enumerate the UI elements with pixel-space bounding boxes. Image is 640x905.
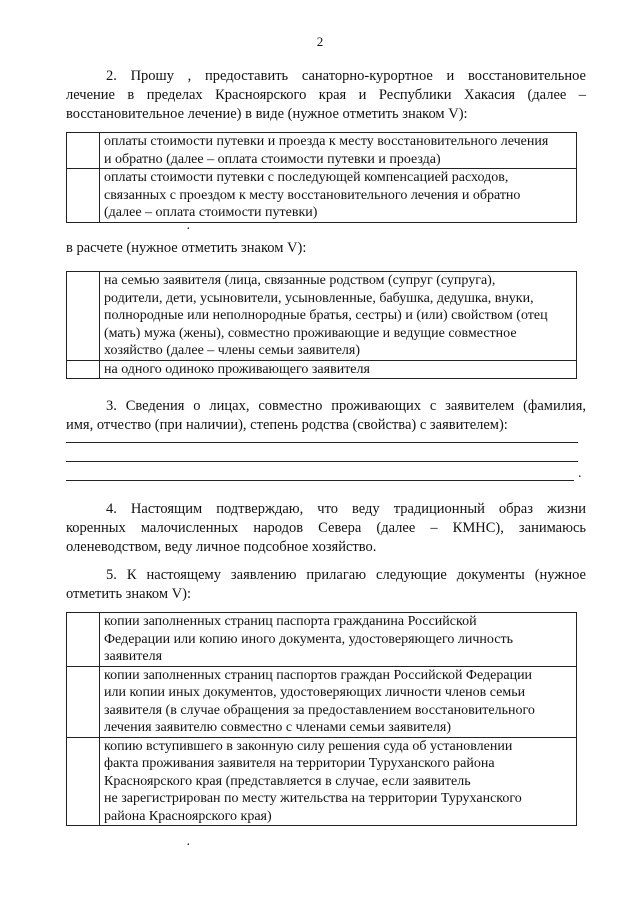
section-5-line: 5. К настоящему заявлению прилагаю следующие документы (нужное [106,567,586,583]
calc-label: в расчете (нужное отметить знаком V): [66,240,307,256]
option-checkbox[interactable] [67,613,100,667]
option-line: Федерации или копию иного документа, удостоверяющего личность [104,631,513,647]
option-line: оплаты стоимости путевки и проезда к месту восстановительного лечения [104,134,549,149]
section-2-paragraph [66,67,586,124]
fill-in-line[interactable] [66,480,574,481]
section-2-line: восстановительное лечение) в виде (нужное отметить знаком V): [66,106,468,122]
stray-mark: · [186,838,191,853]
option-row [67,666,577,737]
option-line: оплаты стоимости путевки с последующей компенсацией расходов, [104,170,509,185]
option-row [67,272,577,361]
section-4-line: 4. Настоящим подтверждаю, что веду традиционный образ жизни [106,501,586,517]
option-line: копии заполненных страниц паспортов граждан Российской Федерации [104,667,533,683]
option-row [67,169,577,223]
option-text [100,737,577,826]
section-4-paragraph [66,500,586,557]
line-end-mark: . [578,466,582,481]
section-3-line: имя, отчество (при наличии), степень родства (свойства) с заявителем): [66,417,508,433]
option-line: копии заполненных страниц паспорта гражданина Российской [104,614,477,629]
option-line: связанных с проездом к месту восстановительного лечения и обратно [104,187,521,203]
documents-options [66,612,577,826]
option-line: на одного одиноко проживающего заявителя [104,361,370,377]
section-3-line: 3. Сведения о лицах, совместно проживающих с заявителем (фамилия, [106,398,586,414]
option-line: не зарегистрирован по месту жительства на территории Туруханского [104,791,522,806]
option-checkbox[interactable] [67,666,100,737]
option-line: заявителя [104,649,163,664]
option-line: лечения заявителю совместно с членами семьи заявителя) [104,720,451,735]
option-text [100,666,577,737]
treatment-type-options [66,132,577,223]
option-line: на семью заявителя (лица, связанные родством (супруг (супруга), [104,273,496,288]
option-row [67,737,577,826]
stray-mark: · [186,222,191,237]
fill-in-line[interactable] [66,461,578,462]
option-line: (мать) мужа (жены), совместно проживающие и ведущие совместное [104,325,517,341]
option-line: хозяйство (далее – члены семьи заявителя) [104,343,360,358]
option-line: района Красноярского края) [104,808,272,824]
option-row [67,613,577,667]
section-4-line: оленеводством, веду личное подсобное хозяйство. [66,539,377,555]
option-line: или копии иных документов, удостоверяющих личности членов семьи [104,685,526,700]
option-line: родители, дети, усыновители, усыновленные, бабушка, дедушка, внуки, [104,290,534,306]
section-2-line: лечение в пределах Красноярского края и Республики Хакасия (далее – [66,87,586,103]
page-number: 2 [316,34,324,49]
option-checkbox[interactable] [67,133,100,169]
option-checkbox[interactable] [67,169,100,223]
section-2-line: 2. Прошу , предоставить санаторно-курортное и восстановительное [106,68,586,84]
section-3-paragraph [66,397,586,435]
option-line: копию вступившего в законную силу решения суда об установлении [104,738,513,754]
option-line: полнородные или неполнородные братья, сестры) и (или) свойством (отец [104,308,548,323]
section-5-line: отметить знаком V): [66,586,192,602]
section-4-line: коренных малочисленных народов Севера (далее – КМНС), занимаюсь [66,520,586,536]
option-line: заявителя (в случае обращения за предоставлением восстановительного [104,702,535,718]
section-5-paragraph [66,566,586,604]
option-checkbox[interactable] [67,272,100,361]
option-text [100,272,577,361]
option-line: Красноярского края (представляется в случае, если заявитель [104,773,471,789]
option-line: и обратно (далее – оплата стоимости путевки и проезда) [104,151,441,167]
option-checkbox[interactable] [67,737,100,826]
option-checkbox[interactable] [67,360,100,379]
calc-options [66,271,577,379]
option-text [100,360,577,379]
option-text [100,169,577,223]
option-text [100,613,577,667]
option-line: факта проживания заявителя на территории Туруханского района [104,756,495,771]
option-row [67,360,577,379]
fill-in-line[interactable] [66,442,578,443]
option-text [100,133,577,169]
option-row [67,133,577,169]
option-line: (далее – оплата стоимости путевки) [104,205,318,220]
